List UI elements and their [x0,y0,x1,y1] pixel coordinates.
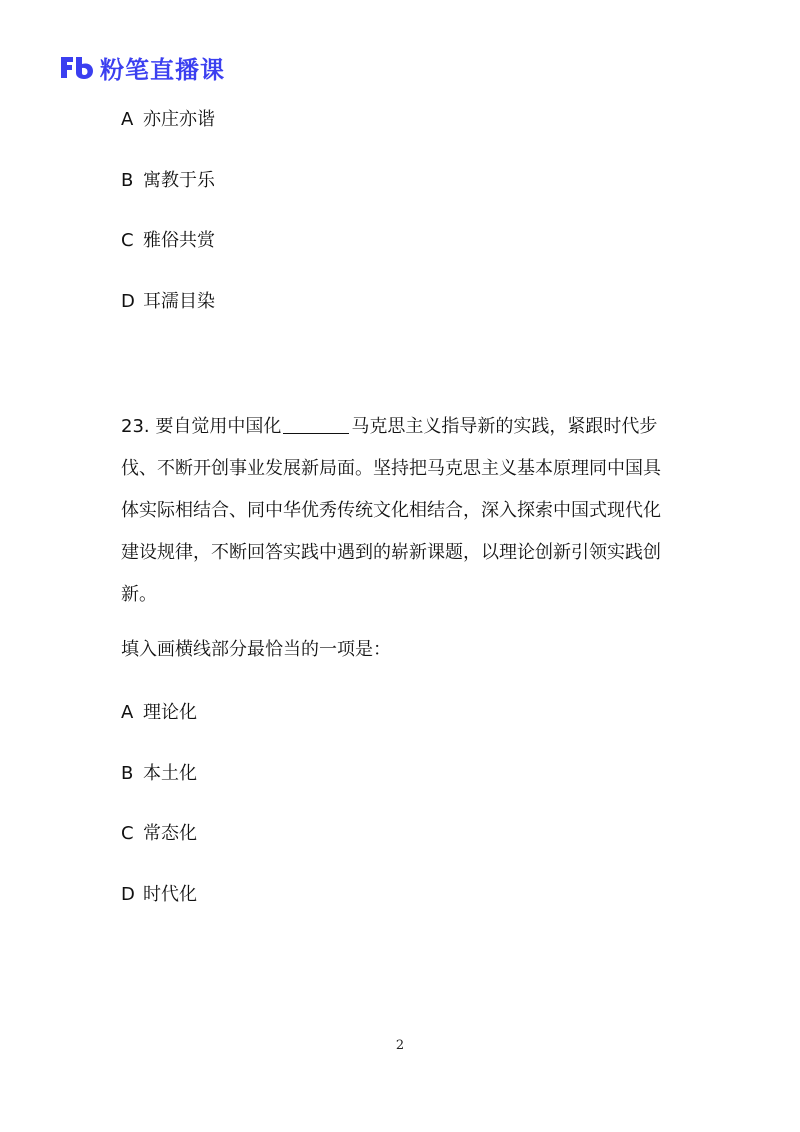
option-letter: A [121,702,134,723]
option-text: 雅俗共赏 [143,230,215,251]
option-letter: D [121,884,135,905]
option-text: 时代化 [143,884,197,905]
brand-name: 粉笔直播课 [100,55,225,84]
fenbi-logo-icon [58,53,94,81]
option-letter: A [121,109,134,130]
option-text: 理论化 [143,702,197,723]
option-letter: D [121,291,135,312]
question-stem [121,406,669,616]
option-letter: B [121,170,134,191]
option-b[interactable] [121,169,215,193]
option-c[interactable] [121,229,215,253]
fill-in-blank [283,415,349,434]
option-text: 亦庄亦谐 [143,109,215,130]
question-text-after: 马克思主义指导新的实践，紧跟时代步伐、不断开创事业发展新局面。坚持把马克思主义基本原理同中国具体实际相结合、同中华优秀传统文化相结合，深入探索中国式现代化建设规律，不断回答实践中遇到的崭新课题，以理论创新引领实践创新。 [121,416,661,605]
option-text: 本土化 [143,763,197,784]
option-letter: C [121,230,134,251]
option-text: 耳濡目染 [143,291,215,312]
question-text-before: 要自觉用中国化 [155,416,282,437]
option-text: 常态化 [143,823,197,844]
option-letter: B [121,763,134,784]
option-a[interactable] [121,701,197,725]
option-text: 寓教于乐 [143,170,215,191]
option-d[interactable] [121,883,197,907]
question-number: 23. [121,416,150,437]
option-letter: C [121,823,134,844]
option-d[interactable] [121,290,215,314]
option-c[interactable] [121,822,197,846]
question-prompt: 填入画横线部分最恰当的一项是： [121,639,391,660]
brand-logo [58,52,225,82]
page-number: 2 [395,1038,405,1053]
option-b[interactable] [121,762,197,786]
option-a[interactable] [121,108,215,132]
